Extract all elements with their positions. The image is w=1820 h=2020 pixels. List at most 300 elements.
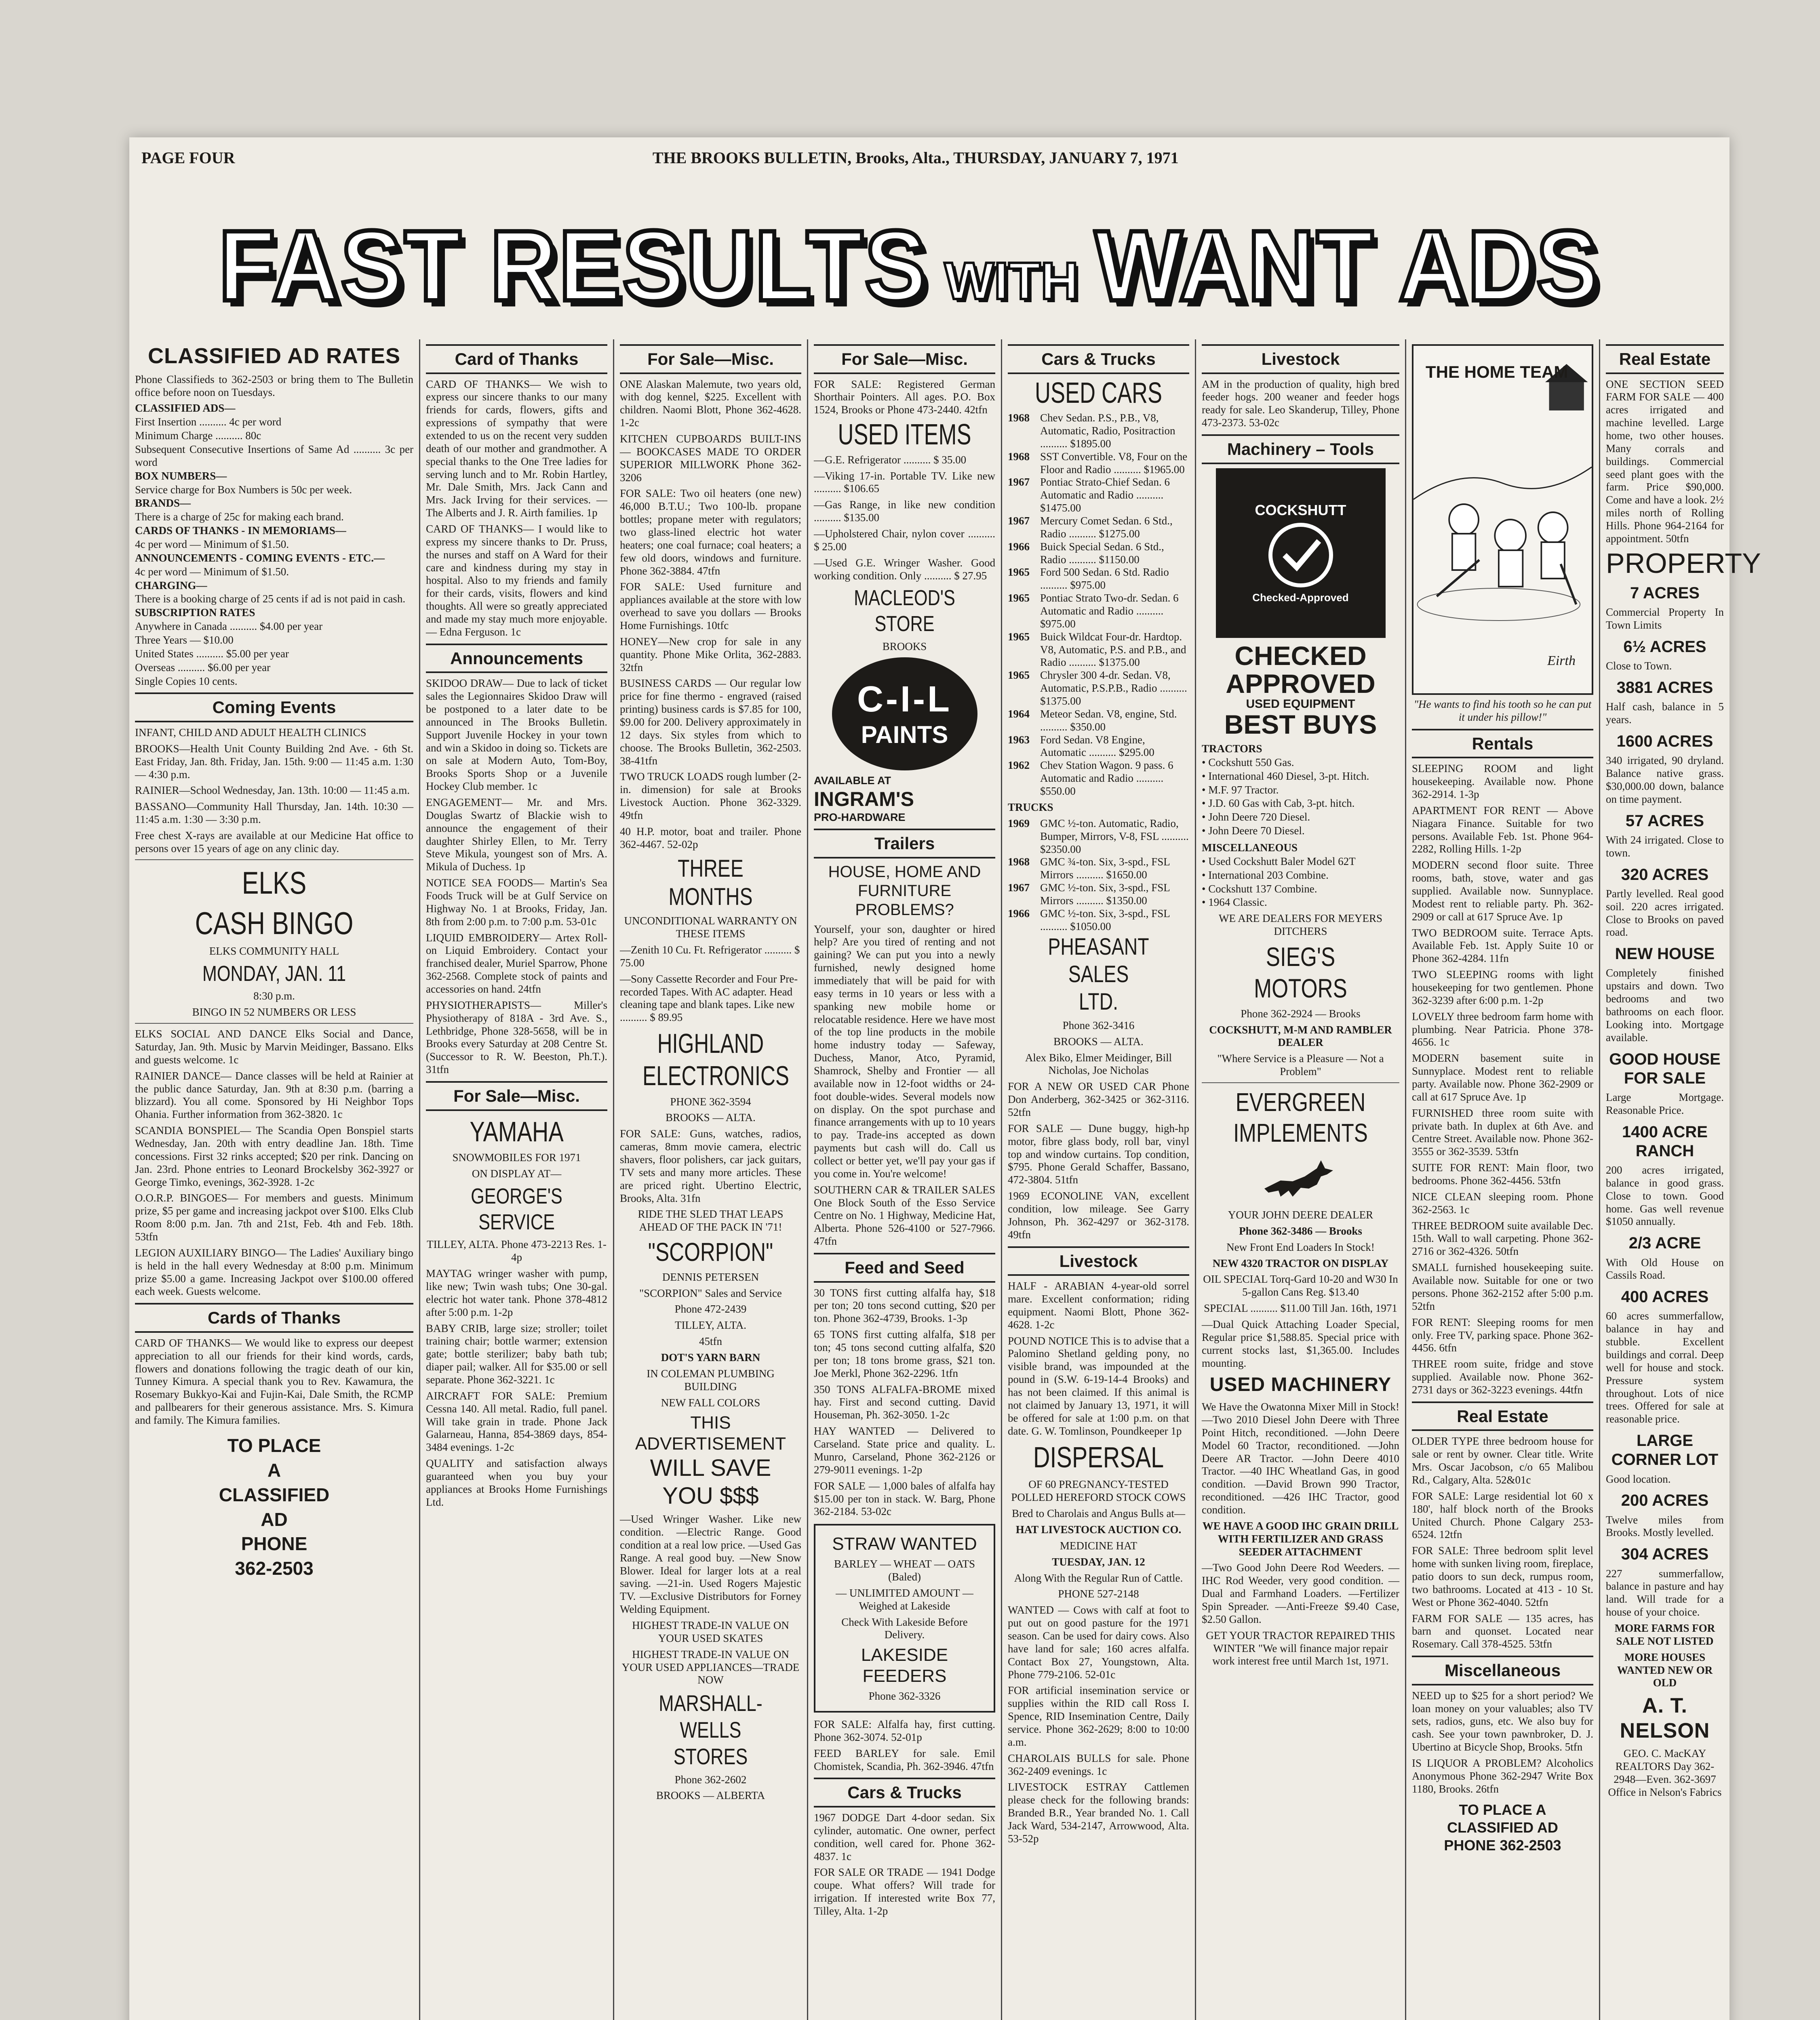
hockey-kids-illustration [1413, 346, 1592, 693]
truck-row-desc: GMC ¾-ton. Six, 3-spd., FSL Mirrors .......... $1650.00 [1040, 856, 1170, 881]
feed-seed-header: Feed and Seed [814, 1253, 995, 1283]
place-ad-line: CLASSIFIED [219, 1484, 330, 1505]
cil-logo-text: C-I-L [857, 679, 952, 720]
announcement-item: ENGAGEMENT— Mr. and Mrs. Douglas Swartz of Blackie wish to announce the engagement of their daughter Shirley Ellen, to Mr. Terry Steve Mikula, youngest son of Mrs. A. Mikula of Duchess. 1p [426, 796, 607, 873]
events-list [135, 1028, 413, 1298]
for-sale-item: KITCHEN CUPBOARDS BUILT-INS — BOOKCASES MADE TO ORDER SUPERIOR MILLWORK Phone 362-3206 [620, 432, 801, 484]
used-items-title: USED ITEMS [838, 419, 971, 451]
rental-item: THREE room suite, fridge and stove supplied. Available now. Phone 362-2731 days or 362-3223 evenings. 44tfn [1412, 1358, 1593, 1396]
misc-machinery-item: • International 203 Combine. [1202, 869, 1329, 881]
elks-line: MONDAY, JAN. 11 [202, 961, 346, 986]
truck-row [1008, 882, 1189, 907]
listing-desc: Commercial Property In Town Limits [1606, 606, 1724, 631]
livestock-item: HALF - ARABIAN 4-year-old sorrel mare. Excellent conformation; riding equipment. Naomi Blott, Phone 362-4628. 1-2c [1008, 1280, 1189, 1331]
listing-title: LARGE CORNER LOT [1611, 1432, 1719, 1469]
rentals-header: Rentals [1412, 729, 1593, 759]
tractor-item: • Cockshutt 550 Gas. [1202, 756, 1294, 768]
evergreen-line: New Front End Loaders In Stock! [1226, 1241, 1375, 1253]
dispersal-line: MEDICINE HAT [1060, 1539, 1138, 1552]
straw-line: LAKESIDE FEEDERS [861, 1645, 948, 1686]
feed-item-2: FOR SALE: Alfalfa hay, first cutting. Phone 362-3074. 52-01p [814, 1718, 995, 1743]
rate-line: 4c per word — Minimum of $1.50. [135, 565, 289, 578]
pheasant-sales-ad [1008, 933, 1189, 1077]
for-sale-misc-header: For Sale—Misc. [426, 1081, 607, 1111]
cars-ads [1008, 1080, 1189, 1241]
tractor-item: • J.D. 60 Gas with Cab, 3-pt. hitch. [1202, 797, 1355, 810]
cartoon-signature: Eirth [1547, 653, 1576, 668]
advertisement-save-ad [620, 1412, 801, 1510]
thanks-list [426, 378, 607, 639]
livestock-item-2: LIVESTOCK ESTRAY Cattlemen please check for the following brands: Branded B.R., Year branded No. 1. Call Jack Ward, 534-2147, Arrowwood, Alta. 53-52p [1008, 1781, 1189, 1845]
used-car-row-year: 1968 [1008, 450, 1030, 463]
straw-line: BARLEY — WHEAT — OATS (Baled) [834, 1558, 975, 1583]
rental-item: FOR RENT: Sleeping rooms for men only. Free TV, parking space. Phone 362-4456. 6tfn [1412, 1316, 1593, 1354]
used-car-row [1008, 759, 1189, 798]
for-sale-header: For Sale—Misc. [620, 344, 801, 374]
announcement-item: SKIDOO DRAW— Due to lack of ticket sales the Legionnaires Skidoo Draw will be postponed to a later date to be announced in The Brooks Bulletin. Support Juvenile Hockey in your town and win a Skidoo in doing so. Tickets are on sale at Modern Auto, Tom-Boy, Brooks Sports Shop or a Juvenile Hockey Club member. 1c [426, 677, 607, 793]
announcement-item: PHYSIOTHERAPISTS— Miller's Physiotherapy of 818A - 3rd Ave. S., Lethbridge, Phone 328-5658, will be in Brooks every Saturday at 208 Centre St. (Successor to R. W. Beeston, Ph.T.). 31tfn [426, 999, 607, 1076]
marshall-line: MARSHALL-WELLS [659, 1690, 763, 1743]
real-estate-item: FOR SALE: Large residential lot 60 x 180', half block north of the Brooks United Church. Phone Calgary 253-6524. 12tfn [1412, 1490, 1593, 1541]
macleods-store-ad [814, 585, 995, 653]
truck-row-year: 1968 [1008, 856, 1030, 868]
checked-line: BEST BUYS [1224, 709, 1377, 739]
used-car-row-desc: SST Convertible. V8, Four on the Floor and Radio .......... $1965.00 [1040, 450, 1188, 476]
tractor-item: • International 460 Diesel, 3-pt. Hitch. [1202, 770, 1369, 782]
place-ad-line: A [267, 1459, 281, 1481]
dispersal-line: PHONE 527-2148 [1058, 1588, 1139, 1600]
available-at: AVAILABLE AT [814, 774, 891, 787]
checked-approved-small: Checked-Approved [1252, 591, 1349, 604]
truck-row-year: 1969 [1008, 817, 1030, 829]
listing-desc: With Old House on Cassils Road. [1606, 1256, 1724, 1281]
used-car-row-desc: Pontiac Strato-Chief Sedan. 6 Automatic and Radio .......... $1475.00 [1040, 476, 1170, 514]
yamaha-line: ON DISPLAY AT— [472, 1168, 562, 1180]
misc-machinery-item: • Cockshutt 137 Combine. [1202, 882, 1317, 895]
rate-line: Service charge for Box Numbers is 50c per week. [135, 483, 352, 496]
truck-row-desc: GMC ½-ton. Automatic, Radio, Bumper, Mirrors, V-8, FSL .......... $2350.00 [1040, 817, 1189, 855]
place-ad-footer-line: CLASSIFIED AD [1447, 1819, 1558, 1836]
yamaha-line: GEORGE'S SERVICE [471, 1184, 562, 1234]
listing-desc: Close to Town. [1606, 660, 1672, 672]
rate-line: United States .......... $5.00 per year [135, 647, 289, 660]
place-ad-line: 362-2503 [235, 1558, 314, 1579]
rate-line: Single Copies 10 cents. [135, 675, 238, 687]
truck-row [1008, 817, 1189, 856]
rental-item: TWO BEDROOM suite. Terrace Apts. Available Feb. 1st. Apply Suite 10 or Phone 362-4284. 11fn [1412, 926, 1593, 965]
misc-item: BABY CRIB, large size; stroller; toilet training chair; bottle warmer; extension gate; bottle sterilizer; baby bath tub; diaper pail; walker. All for $35.00 or sell separate. Phone 362-3221. 1c [426, 1322, 607, 1386]
property-listings [1606, 584, 1724, 1619]
livestock-header: Livestock [1008, 1246, 1189, 1276]
feed-item: 350 TONS ALFALFA-BROME mixed hay. First and second cutting. David Houseman, Ph. 362-3050. 1-2c [814, 1383, 995, 1421]
rate-line: There is a booking charge of 25 cents if ad is not paid in cash. [135, 593, 406, 605]
elks-line: 8:30 p.m. [253, 990, 295, 1002]
rental-item: MODERN basement suite in Sunnyplace. Modest rent to reliable party. Available now. Phone 362-2909 or call at 617 Spruce Ave. 1p [1412, 1052, 1593, 1103]
feed-item-2: FEED BARLEY for sale. Emil Chomistek, Scandia, Ph. 362-3946. 47tfn [814, 1747, 995, 1772]
livestock-list [1008, 1280, 1189, 1437]
elks-line: ELKS [242, 865, 307, 901]
rental-item: SLEEPING ROOM and light housekeeping. Available now. Phone 362-2914. 1-3p [1412, 762, 1593, 800]
advert-line: THIS ADVERTISEMENT [635, 1413, 786, 1454]
feed-list [814, 1287, 995, 1519]
cockshutt-emblem-icon [1264, 519, 1337, 591]
rates-intro: Phone Classifieds to 362-2503 or bring them to The Bulletin office before noon on Tuesdays. [135, 373, 413, 398]
pheasant-line: Phone 362-3416 [1062, 1019, 1135, 1031]
trucks-list [1008, 817, 1189, 933]
scorpion-ad [620, 1208, 801, 1348]
grain-drill: WE HAVE A GOOD IHC GRAIN DRILL WITH FERTILIZER AND GRASS SEEDER ATTACHMENT [1202, 1519, 1399, 1558]
repair-ad: GET YOUR TRACTOR REPAIRED THIS WINTER "We will finance major repair work interest free until March 1st, 1971. [1206, 1629, 1395, 1667]
for-sale-item: FOR SALE: Two oil heaters (one new) 46,000 B.T.U.; Two 100-lb. propane bottles; propane meter with regulators; two glass-lined electric hot water heaters; one coal furnace; coal heaters; a few old doors, windows and furniture. Phone 362-3884. 47tfn [620, 487, 801, 577]
macleod-line: BROOKS [882, 640, 927, 652]
straw-wanted-ad [814, 1524, 995, 1713]
column-thanks [420, 339, 614, 2020]
car-ad: 1967 DODGE Dart 4-door sedan. Six cylinder, automatic. One owner, perfect condition, well cared for. Phone 362-4837. 1c [814, 1811, 995, 1862]
miscellaneous-item: NEED up to $25 for a short period? We loan money on your valuables; also TV sets, radios, guns, etc. We also buy for cash. See your town pawnbroker, D. J. Ubertino at Bicycle Shop, Brooks. 5tfn [1412, 1689, 1593, 1753]
column-for-sale [614, 339, 808, 2020]
miscellaneous-list [1412, 1690, 1593, 1796]
elks-bingo-ad [135, 864, 413, 1019]
rate-line: Minimum Charge .......... 80c [135, 429, 261, 442]
column-rentals [1406, 339, 1600, 2020]
listing-title: GOOD HOUSE FOR SALE [1609, 1050, 1721, 1087]
column-cars [1002, 339, 1196, 2020]
used-car-row-desc: Chrysler 300 4-dr. Sedan. V8, Automatic, P.S.P.B., Radio .......... $1375.00 [1040, 669, 1187, 707]
highland-line: PHONE 362-3594 [670, 1095, 751, 1108]
trucks-title: TRUCKS [1008, 801, 1053, 813]
real-estate-header: Real Estate [1606, 344, 1724, 374]
listing-desc: 60 acres summerfallow, balance in hay and stubble. Excellent buildings and corral. Deep well for house and stock. Pressure system throughout. Lots of nice trees. Offered for sale at reasonable price. [1606, 1310, 1724, 1425]
car-ad-2: FOR A NEW OR USED CAR Phone Don Anderberg, 362-3425 or 362-3116. 52tfn [1008, 1080, 1189, 1118]
used-car-row-desc: Buick Special Sedan. 6 Std., Radio .......... $1150.00 [1040, 540, 1164, 566]
warranty-ad [620, 854, 801, 1024]
listing-title: NEW HOUSE [1615, 945, 1715, 963]
listing-desc: Completely finished upstairs and down. Two bedrooms and two bathrooms on each floor. Looking into. Mortgage available. [1606, 967, 1724, 1044]
pheasant-line: PHEASANT SALES [1048, 933, 1149, 987]
evergreen-line: NEW 4320 TRACTOR ON DISPLAY [1212, 1257, 1389, 1269]
pheasant-line: LTD. [1079, 989, 1119, 1015]
used-item: —Gas Range, in like new condition .......... $135.00 [814, 499, 995, 524]
health-clinic-item: RAINIER—School Wednesday, Jan. 13th. 10:00 — 11:45 a.m. [135, 784, 410, 797]
rate-line: BRANDS— [135, 497, 191, 509]
misc-title: MISCELLANEOUS [1202, 841, 1298, 854]
livestock-list-2 [1008, 1604, 1189, 1845]
column-rates [129, 339, 420, 2020]
misc-item: AIRCRAFT FOR SALE: Premium Cessna 140. All metal. Radio, full panel. Will take grain in trade. Phone Jack Galarneau, Hanna, 854-3869 days, 854-3484 evenings. 1-2c [426, 1389, 607, 1454]
siegs-motors-ad [1202, 912, 1399, 1078]
for-sale-misc-header-2: For Sale—Misc. [814, 344, 995, 374]
loader-special: —Dual Quick Attaching Loader Special, Regular price $1,588.85. Special price with current stocks last, $1,365.00. Includes mounting. [1202, 1318, 1399, 1369]
dispersal-line: TUESDAY, JAN. 12 [1052, 1555, 1145, 1568]
event-item: RAINIER DANCE— Dance classes will be held at Rainier at the public dance Saturday, Jan. 9th at 8:30 p.m. (barring a blizzard). You all come. Sponsored by Hi Neighbor Tops Ohania. Further information from 362-3820. 1c [135, 1069, 413, 1121]
marshall-line: HIGHEST TRADE-IN VALUE ON YOUR USED APPLIANCES—TRADE NOW [621, 1648, 800, 1686]
newspaper-page [129, 137, 1761, 2020]
used-car-row [1008, 734, 1189, 760]
for-sale-list [620, 378, 801, 851]
livestock-item-2: CHAROLAIS BULLS for sale. Phone 362-2409 evenings. 1c [1008, 1752, 1189, 1777]
used-car-row-desc: Pontiac Strato Two-dr. Sedan. 6 Automatic and Radio .......... $975.00 [1040, 592, 1179, 630]
column-misc [808, 339, 1002, 2020]
yamaha-line: TILLEY, ALTA. Phone 473-2213 Res. 1-4p [427, 1238, 607, 1264]
yamaha-ad [426, 1115, 607, 1264]
used-car-row [1008, 476, 1189, 515]
evergreen-line: EVERGREEN [1235, 1088, 1366, 1117]
listing-title: 7 ACRES [1630, 584, 1700, 602]
listing-title: 400 ACRES [1621, 1288, 1709, 1306]
paints-logo-text: PAINTS [861, 721, 948, 749]
card-of-thanks-header: Card of Thanks [426, 344, 607, 374]
truck-row [1008, 856, 1189, 882]
place-ad-footer-line: TO PLACE A [1459, 1801, 1546, 1818]
nelson-name: A. T. NELSON [1620, 1694, 1710, 1742]
machinery-tools-header: Machinery – Tools [1202, 434, 1399, 464]
used-machinery-title: USED MACHINERY [1209, 1374, 1392, 1396]
used-machinery-list: We Have the Owatonna Mixer Mill in Stock! —Two 2010 Diesel John Deere with Three Point Hitch, reconditioned. —John Deere Model 60 Tractor, reconditioned. —John Deere AR Tractor. —John Deere 4010 Tractor. —40 IHC Wheatland Gas, in good condition. —David Brown 990 Tractor, reconditioned. —426 IHC Tractor, good condition. [1202, 1401, 1399, 1516]
straw-line: — UNLIMITED AMOUNT — Weighed at Lakeside [836, 1587, 973, 1612]
scorpion-line: 45tfn [699, 1335, 722, 1348]
used-car-row [1008, 566, 1189, 592]
evergreen-line: Phone 362-3486 — Brooks [1239, 1225, 1362, 1237]
rate-line: CARDS OF THANKS - IN MEMORIAMS— [135, 524, 346, 537]
rate-line: CLASSIFIED ADS— [135, 402, 236, 415]
listing-desc: With 24 irrigated. Close to town. [1606, 833, 1724, 859]
announcements-list [426, 677, 607, 1076]
used-car-row [1008, 631, 1189, 669]
more-machinery: —Two Good John Deere Rod Weeders. —IHC Rod Weeder, very good condition. —Dual and Farmhand Loaders. —Fertilizer Spin Spreader. —Anti-Freeze $9.40 Case, $2.50 Gallon. [1202, 1561, 1399, 1625]
banner-with: WITH [944, 251, 1079, 310]
used-car-row-desc: Meteor Sedan. V8, engine, Std. .......... $350.00 [1040, 707, 1177, 733]
rental-item: TWO SLEEPING rooms with light housekeeping for two gentlemen. Phone 362-3239 after 6:00 p.m. 1-2p [1412, 968, 1593, 1006]
cars-trucks-list-2 [814, 1812, 995, 1918]
used-car-row-year: 1965 [1008, 630, 1030, 643]
tractor-item: • M.F. 97 Tractor. [1202, 783, 1279, 796]
more-houses: MORE HOUSES WANTED NEW OR OLD [1617, 1651, 1713, 1689]
used-item: —Viking 17-in. Portable TV. Like new .......... $106.65 [814, 469, 995, 495]
cars-trucks-header: Cars & Trucks [1008, 344, 1189, 374]
more-farms: MORE FARMS FOR SALE NOT LISTED [1614, 1622, 1715, 1647]
rental-item: MODERN second floor suite. Three rooms, bath, stove, water and gas supplied. Available now. Sunnyplace. Modest rent to reliable party. Ph. 362-2909 or call at 617 Spruce Ave. 1p [1412, 859, 1593, 923]
rental-item: LOVELY three bedroom farm home with plumbing. Near Patricia. Phone 378-4656. 1c [1412, 1010, 1593, 1048]
event-item: LEGION AUXILIARY BINGO— The Ladies' Auxiliary bingo is held in the hall every Wednesday at 8:00 p.m. Minimum prize $5.00 a game. Increasing Jackpot over $100.00 offered each week. Guests welcome. [135, 1246, 413, 1298]
misc-machinery-item: • 1964 Classic. [1202, 896, 1267, 909]
listing-title: 6½ ACRES [1623, 638, 1706, 656]
warranty-line: —Zenith 10 Cu. Ft. Refrigerator .......... $ 75.00 [620, 943, 800, 969]
rates-title: CLASSIFIED AD RATES [147, 344, 401, 368]
rate-line: ANNOUNCEMENTS - COMING EVENTS - ETC.— [135, 551, 385, 564]
yamaha-line: SNOWMOBILES FOR 1971 [452, 1151, 581, 1164]
cartoon-title: THE HOME TEAM [1426, 362, 1568, 381]
place-ad-footer [1412, 1801, 1593, 1854]
masthead [141, 145, 1717, 170]
more-feed-list [814, 1718, 995, 1773]
misc-ads [814, 378, 995, 417]
rental-item: SMALL furnished housekeeping suite. Available now. Suitable for one or two persons. Phone 362-2152 after 5:00 p.m. 52tfn [1412, 1261, 1593, 1312]
highland-line: HIGHLAND [657, 1028, 764, 1059]
used-car-row [1008, 708, 1189, 734]
listing-title: 57 ACRES [1625, 812, 1704, 830]
announcement-item: NOTICE SEA FOODS— Martin's Sea Foods Truck will be at Gulf Service on Highway No. 1 at Brooks, Friday, Jan. 8th from 2:00 p.m. to 7:00 p.m. 53-01c [426, 877, 607, 928]
coming-events-header: Coming Events [135, 692, 413, 722]
scorpion-line: "SCORPION" Sales and Service [639, 1287, 782, 1299]
evergreen-line: SPECIAL .......... $11.00 Till Jan. 16th, 1971 [1204, 1302, 1397, 1315]
used-items-list [814, 454, 995, 583]
used-car-row [1008, 669, 1189, 708]
listing-title: 3881 ACRES [1616, 679, 1713, 697]
siegs-line: SIEG'S MOTORS [1254, 941, 1347, 1003]
column-real-estate [1600, 339, 1761, 2020]
place-ad-line: TO PLACE [227, 1435, 321, 1456]
page-number: PAGE FOUR [141, 148, 235, 167]
used-car-row-desc: Mercury Comet Sedan. 6 Std., Radio .......... $1275.00 [1040, 515, 1173, 540]
place-ad-line: PHONE [241, 1533, 308, 1555]
misc-item: MAYTAG wringer washer with pump, like new; Twin wash tubs; One 30-gal. electric hot water tank. Phone 378-4812 after 5:00 p.m. 1-2p [426, 1267, 607, 1318]
used-car-row-year: 1968 [1008, 412, 1030, 424]
paper-title: THE BROOKS BULLETIN, Brooks, Alta., THURSDAY, JANUARY 7, 1971 [652, 148, 1179, 167]
rate-line: Three Years — $10.00 [135, 634, 234, 646]
checked-line: CHECKED [1234, 640, 1367, 671]
siegs-line: COCKSHUTT, M-M AND RAMBLER DEALER [1209, 1023, 1392, 1049]
coming-events-list [135, 726, 413, 855]
seed-farm-ad: ONE SECTION SEED FARM FOR SALE — 400 acres irrigated and machine levelled. Large home, two other houses. Many corrals and buildings. Commercial seed plant goes with the farm. Price $90,000. Come and have a look. 2½ miles north of Rolling Hills. Phone 964-2164 for appointment. 50tfn [1606, 378, 1724, 545]
trailers-item: SOUTHERN CAR & TRAILER SALES One Block South of the Esso Service Centre on No. 1 Highway, Medicine Hat, Alberta. Phone 526-4100 or 527-7966. 47tfn [814, 1183, 995, 1248]
advert-line: YOU $$$ [662, 1482, 759, 1509]
car-ad-2: FOR SALE — Dune buggy, high-hp motor, fibre glass body, roll bar, vinyl top and window curtains. Top condition, $795. Phone Gerald Schaffer, Bassano, 472-3804. 51tfn [1008, 1122, 1189, 1186]
banner-fast-results: FAST RESULTS [218, 209, 928, 322]
dispersal-line: HAT LIVESTOCK AUCTION CO. [1015, 1523, 1182, 1536]
checked-line: APPROVED [1226, 668, 1376, 699]
siegs-line: WE ARE DEALERS FOR MEYERS DITCHERS [1218, 912, 1383, 938]
health-clinic-item: Free chest X-rays are available at our Medicine Hat office to persons over 15 years of age on any clinic day. [135, 829, 413, 854]
column-machinery [1196, 339, 1406, 2020]
elks-line: BINGO IN 52 NUMBERS OR LESS [192, 1006, 356, 1018]
for-sale-item-2: FOR SALE: Registered German Shorthair Pointers. All ages. P.O. Box 1524, Brooks or Phone 473-2440. 42tfn [814, 378, 995, 416]
listing-desc: Good location. [1606, 1473, 1671, 1485]
real-estate-item: OLDER TYPE three bedroom house for sale or rent by owner. Clear title. Write Mrs. Oscar Jacobson, c/o 65 Malibou Rd., Calgary, Alta. 52&01c [1412, 1435, 1593, 1486]
livestock-item: POUND NOTICE This is to advise that a Palomino Shetland gelding pony, no visible brand, was impounded at the pound in (S.W. 6-19-14-4 Brooks) and has not been claimed. If this animal is not claimed by January 13, 1971, it will be offered for sale at 1:00 p.m. on that date. G. W. Tomlinson, Poundkeeper 1p [1008, 1334, 1189, 1437]
scorpion-line: RIDE THE SLED THAT LEAPS AHEAD OF THE PACK IN '71! [638, 1208, 784, 1233]
rental-item: APARTMENT FOR RENT — Above Niagara Finance. Suitable for two persons. Available Feb. 1st. Phone 964-2282, Rolling Hills. 1-2p [1412, 804, 1593, 855]
truck-row-desc: GMC ½-ton. Six, 3-spd., FSL Mirrors .......... $1350.00 [1040, 882, 1170, 907]
listing-desc: Large Mortgage. Reasonable Price. [1606, 1091, 1724, 1116]
dispersal-line: Along With the Regular Run of Cattle. [1014, 1572, 1183, 1584]
used-item: —G.E. Refrigerator .......... $ 35.00 [814, 453, 967, 466]
rate-line: Anywhere in Canada .......... $4.00 per year [135, 620, 323, 633]
evergreen-line: IMPLEMENTS [1233, 1118, 1368, 1147]
trailers-header: Trailers [814, 829, 995, 858]
yamaha-line: YAMAHA [470, 1115, 564, 1147]
misc-list [426, 1267, 607, 1509]
listing-title: 1600 ACRES [1616, 732, 1713, 751]
nelson-contact: GEO. C. MacKAY REALTORS Day 362-2948—Even. 362-3697 Office in Nelson's Fabrics [1608, 1747, 1722, 1798]
used-car-row [1008, 592, 1189, 631]
yarn-line: IN COLEMAN PLUMBING BUILDING [647, 1367, 775, 1393]
warranty-line: —Sony Cassette Recorder and Four Pre-recorded Tapes. With AC adapter. Head cleaning tape and blank tapes. Like new .......... $ 89.95 [620, 972, 798, 1024]
car-ad-2: 1969 ECONOLINE VAN, excellent condition, low mileage. See Garry Johnson, Ph. 362-4297 or 362-3178. 49tfn [1008, 1190, 1189, 1241]
used-car-row-desc: Ford Sedan. V8 Engine, Automatic .......... $295.00 [1040, 733, 1154, 759]
used-car-row-desc: Chev Station Wagon. 9 pass. 6 Automatic and Radio .......... $550.00 [1040, 759, 1173, 797]
straw-line: Check With Lakeside Before Delivery. [841, 1616, 968, 1641]
marshall-line: BROOKS — ALBERTA [656, 1789, 765, 1802]
rate-line: First Insertion .......... 4c per word [135, 416, 282, 428]
banner-want-ads: WANT ADS [1095, 209, 1600, 322]
cil-paints-logo [832, 657, 977, 770]
pheasant-line: BROOKS — ALTA. [1053, 1035, 1144, 1048]
rate-line: Overseas .......... $6.00 per year [135, 661, 271, 673]
real-estate-list [1412, 1435, 1593, 1651]
advert-line: WILL SAVE [650, 1455, 771, 1481]
scorpion-line: "SCORPION" [648, 1237, 773, 1267]
for-sale-item: 40 H.P. motor, boat and trailer. Phone 362-4467. 52-02p [620, 825, 801, 850]
used-car-row [1008, 541, 1189, 566]
misc-machinery-item: • Used Cockshutt Baler Model 62T [1202, 855, 1356, 867]
thanks-item: CARD OF THANKS— I would like to express my sincere thanks to Dr. Pruss, the nurses and staff on A Ward for their care and kindness during my stay in hospital. Also to my friends and family for their cards, visits, flowers and kind thoughts. All were so greatly appreciated and made my stay much more enjoyable. — Edna Ferguson. 1c [426, 523, 607, 638]
used-cars-title: USED CARS [1034, 377, 1163, 409]
used-car-row-year: 1962 [1008, 759, 1030, 772]
straw-line: Phone 362-3326 [868, 1690, 941, 1702]
rental-item: FURNISHED three room suite with private bath. In duplex at 6th Ave. and Centre Street. Available now. Phone 362-3555 or 362-3539. 53tfn [1412, 1107, 1593, 1158]
marshall-line: Phone 362-2602 [674, 1773, 747, 1786]
cockshutt-logo [1216, 468, 1386, 638]
truck-row-desc: GMC ½-ton. Six, 3-spd., FSL .......... $1050.00 [1040, 907, 1170, 932]
marshall-line: HIGHEST TRADE-IN VALUE ON YOUR USED SKATES [632, 1619, 789, 1644]
feed-item: 65 TONS first cutting alfalfa, $18 per ton; 45 tons second cutting alfalfa, $20 per ton; 18 tons brome grass, $21 ton. Joe Merkl, Phone 362-2296. 1tfn [814, 1328, 995, 1379]
dispersal-line: Bred to Charolais and Angus Bulls at— [1012, 1507, 1185, 1520]
listing-desc: Half cash, balance in 5 years. [1606, 701, 1724, 726]
listing-desc: 227 summerfallow, balance in pasture and hay land. Will trade for a house of your choice. [1606, 1567, 1724, 1618]
checked-approved-ad [1202, 642, 1399, 739]
used-car-row-year: 1967 [1008, 476, 1030, 488]
hog-ad: AM in the production of quality, high bred feeder hogs. 200 weaner and feeder hogs ready for sale. Leo Skanderup, Tilley, Phone 473-2373. 53-02c [1202, 378, 1399, 429]
used-car-row-desc: Chev Sedan. P.S., P.B., V8, Automatic, Radio, Positraction .......... $1895.00 [1040, 412, 1175, 450]
yarn-line: NEW FALL COLORS [661, 1396, 760, 1409]
highland-line: BROOKS — ALTA. [666, 1111, 756, 1124]
used-car-row [1008, 450, 1189, 476]
highland-electronics-ad [620, 1027, 801, 1124]
macleod-line: MACLEOD'S STORE [854, 586, 955, 636]
cars-trucks-header-2: Cars & Trucks [814, 1778, 995, 1807]
for-sale-item: FOR SALE: Used furniture and appliances available at the store with low overhead to save you dollars — Brooks Home Furnishings. 10tfc [620, 581, 801, 632]
listing-desc: Partly levelled. Real good soil. 220 acres irrigated. Close to Brooks on paved road. [1606, 887, 1724, 938]
tractor-item: • John Deere 720 Diesel. [1202, 811, 1310, 823]
property-title: PROPERTY [1606, 547, 1761, 579]
used-car-row-year: 1965 [1008, 566, 1030, 579]
truck-row-year: 1966 [1008, 907, 1030, 920]
used-car-row-desc: Buick Wildcat Four-dr. Hardtop. V8, Automatic, P.S. and P.B., and Radio .......... $1375.00 [1040, 630, 1186, 669]
tractors-title: TRACTORS [1202, 742, 1262, 755]
event-item: ELKS SOCIAL AND DANCE Elks Social and Dance, Saturday, Jan. 9th. Music by Marvin Meidinger, Bassano. Elks and guests welcome. 1c [135, 1028, 413, 1066]
yarn-barn-ad [620, 1351, 801, 1409]
feed-item: 30 TONS first cutting alfalfa hay, $18 per ton; 20 tons second cutting, $20 per ton. Phone 362-4739, Brooks. 1-3p [814, 1286, 995, 1325]
place-ad-line: AD [261, 1509, 288, 1530]
pheasant-line: Alex Biko, Elmer Meidinger, Bill Nicholas, Joe Nicholas [1025, 1051, 1172, 1077]
health-clinic-item: BASSANO—Community Hall Thursday, Jan. 14th. 10:30 — 11:45 a.m. 1:30 — 3:30 p.m. [135, 800, 413, 826]
cartoon-caption: "He wants to find his tooth so he can put it under his pillow!" [1413, 698, 1592, 723]
evergreen-implements-ad [1202, 1087, 1399, 1315]
listing-title: 2/3 ACRE [1628, 1234, 1701, 1252]
john-deere-deer-icon [1256, 1152, 1345, 1205]
tractors-list [1202, 756, 1399, 837]
used-car-row-year: 1967 [1008, 515, 1030, 527]
used-car-row-year: 1965 [1008, 669, 1030, 682]
place-ad-footer-line: PHONE 362-2503 [1444, 1837, 1561, 1854]
rate-line: SUBSCRIPTION RATES [135, 606, 255, 619]
dispersal-line: DISPERSAL [1033, 1441, 1164, 1474]
listing-title: 304 ACRES [1621, 1545, 1709, 1563]
used-car-row-desc: Ford 500 Sedan. 6 Std. Radio .......... $975.00 [1040, 566, 1169, 591]
cards-of-thanks-header: Cards of Thanks [135, 1303, 413, 1333]
listing-title: 320 ACRES [1621, 865, 1709, 884]
elks-line: ELKS COMMUNITY HALL [209, 945, 339, 957]
